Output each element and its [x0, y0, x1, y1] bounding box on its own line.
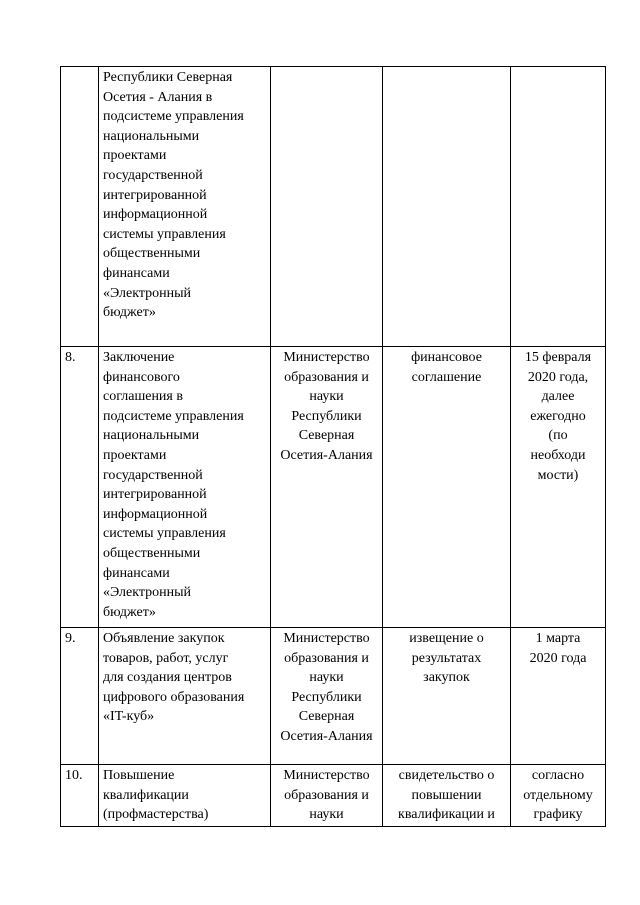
deadline-cell [511, 765, 606, 827]
result-cell [383, 628, 511, 765]
deadline-cell [511, 67, 606, 347]
executor-text: Министерство образования и науки [283, 768, 370, 823]
row-number-cell [61, 628, 99, 765]
table-row [61, 347, 606, 628]
action-cell [99, 347, 271, 628]
row-number-cell [61, 67, 99, 347]
action-text: Заключение финансового соглашения в подсистеме управления национальными проектами государственной интегрированной информационной системы управления общественными финансами «Электронный бюджет» [103, 350, 244, 620]
executor-text: Министерство образования и науки Республики Северная Осетия-Алания [280, 350, 373, 463]
executor-cell [271, 628, 383, 765]
deadline-cell [511, 347, 606, 628]
result-text: извещение о результатах закупок [409, 631, 484, 686]
result-cell [383, 67, 511, 347]
table-row [61, 67, 606, 347]
result-text: свидетельство о повышении квалификации и [398, 768, 495, 823]
action-text: Объявление закупок товаров, работ, услуг для создания центров цифрового образования «IT-куб» [103, 631, 245, 725]
result-text: финансовое соглашение [411, 350, 482, 385]
plan-table [60, 66, 606, 827]
action-cell [99, 67, 271, 347]
action-cell [99, 765, 271, 827]
row-number-cell [61, 765, 99, 827]
executor-cell [271, 765, 383, 827]
row-number: 10. [65, 768, 83, 783]
deadline-cell [511, 628, 606, 765]
table-row [61, 765, 606, 827]
deadline-text: согласно отдельному графику [523, 768, 593, 823]
action-text: Республики Северная Осетия - Алания в подсистеме управления национальными проектами государственной интегрированной информационной системы управления общественными финансами «Электронный бюджет» [103, 70, 244, 321]
row-number: 8. [65, 350, 76, 365]
executor-text: Министерство образования и науки Республики Северная Осетия-Алания [280, 631, 373, 744]
table-row [61, 628, 606, 765]
action-cell [99, 628, 271, 765]
executor-cell [271, 67, 383, 347]
row-number: 9. [65, 631, 76, 646]
result-cell [383, 347, 511, 628]
result-cell [383, 765, 511, 827]
executor-cell [271, 347, 383, 628]
action-text: Повышение квалификации (профмастерства) [103, 768, 209, 823]
row-number-cell [61, 347, 99, 628]
deadline-text: 15 февраля 2020 года, далее ежегодно (по необходи мости) [524, 350, 592, 483]
deadline-text: 1 марта 2020 года [529, 631, 587, 666]
